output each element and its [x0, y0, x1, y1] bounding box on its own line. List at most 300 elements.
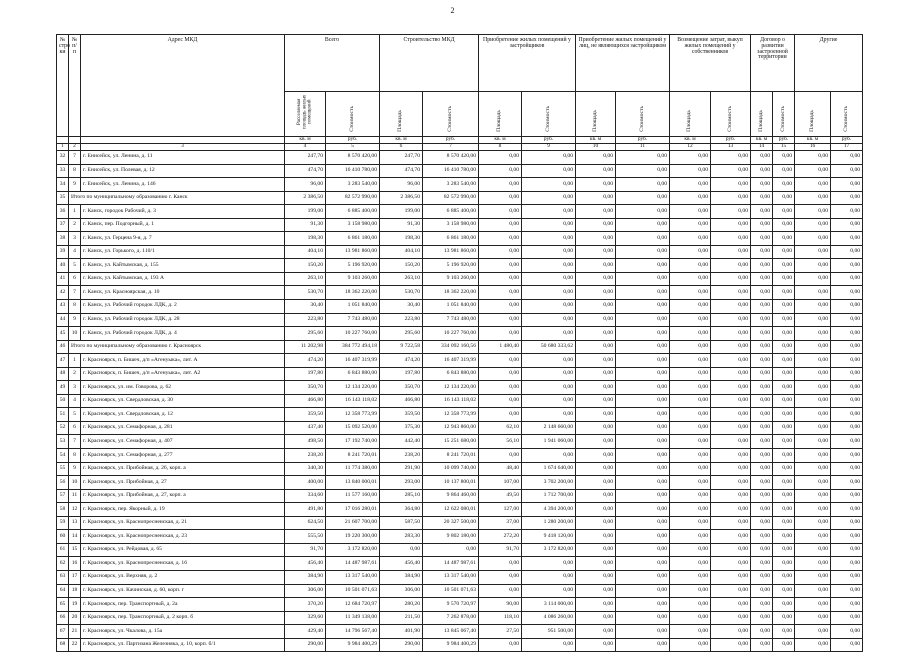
- cell-value: 0,00: [795, 354, 831, 368]
- cell-value: 0,00: [616, 462, 670, 476]
- cell-row-number: 59: [57, 516, 69, 530]
- cell-value: 0,00: [479, 570, 522, 584]
- cell-value: 0,00: [831, 530, 863, 544]
- cell-value: 3 172 820,00: [522, 543, 576, 557]
- cell-value: 0,00: [831, 218, 863, 232]
- cell-pp-number: 6: [69, 421, 81, 435]
- cell-value: 0,00: [670, 151, 711, 165]
- cell-value: 49,50: [479, 489, 522, 503]
- cell-value: 0,00: [751, 381, 773, 395]
- cell-value: 0,00: [831, 557, 863, 571]
- column-number: 12: [670, 144, 711, 151]
- cell-value: 0,00: [711, 557, 751, 571]
- cell-value: 0,00: [711, 503, 751, 517]
- cell-value: 0,00: [576, 340, 616, 354]
- cell-value: 0,00: [751, 354, 773, 368]
- cell-value: 0,00: [670, 489, 711, 503]
- cell-value: 0,00: [795, 381, 831, 395]
- cell-value: 0,00: [380, 543, 423, 557]
- cell-value: 0,00: [670, 570, 711, 584]
- cell-row-number: 38: [57, 232, 69, 246]
- cell-row-number: 55: [57, 462, 69, 476]
- cell-value: 0,00: [751, 191, 773, 205]
- cell-value: 0,00: [479, 584, 522, 598]
- cell-value: 340,30: [285, 462, 326, 476]
- cell-row-number: 39: [57, 245, 69, 259]
- cell-value: 0,00: [831, 272, 863, 286]
- cell-value: 0,00: [831, 516, 863, 530]
- table-row: [57, 245, 863, 259]
- cell-value: 199,00: [285, 205, 326, 219]
- cell-value: 0,00: [795, 530, 831, 544]
- cell-value: 0,00: [773, 178, 795, 192]
- cell-value: 0,00: [576, 164, 616, 178]
- cell-value: 0,00: [711, 367, 751, 381]
- cell-value: 0,00: [711, 394, 751, 408]
- table-row: [57, 435, 863, 449]
- cell-address: г. Красноярск, ул. Рейдовая, д. 65: [81, 543, 285, 557]
- cell-value: 290,00: [380, 638, 423, 652]
- cell-value: 0,00: [751, 421, 773, 435]
- cell-value: 16 410 780,00: [326, 164, 380, 178]
- header-area: Площадь: [591, 109, 598, 132]
- cell-row-number: 47: [57, 354, 69, 368]
- cell-value: 0,00: [616, 354, 670, 368]
- table-row: [57, 598, 863, 612]
- unit-rub: руб.: [326, 137, 380, 144]
- unit-area: кв. м: [670, 137, 711, 144]
- cell-row-number: 40: [57, 259, 69, 273]
- cell-value: 238,20: [380, 449, 423, 463]
- cell-value: 9 802 180,00: [423, 530, 479, 544]
- cell-value: 364,80: [380, 503, 423, 517]
- cell-value: 0,00: [616, 516, 670, 530]
- cell-value: 0,00: [670, 584, 711, 598]
- cell-pp-number: 3: [69, 381, 81, 395]
- cell-value: 530,70: [285, 286, 326, 300]
- cell-value: 0,00: [831, 340, 863, 354]
- cell-value: 1 051 840,00: [326, 300, 380, 314]
- cell-value: 0,00: [616, 503, 670, 517]
- cell-address: г. Красноярск, ул. Чкалова, д. 15а: [81, 625, 285, 639]
- cell-value: 11 577 160,00: [326, 489, 380, 503]
- cell-value: 198,30: [285, 232, 326, 246]
- cell-value: 0,00: [711, 272, 751, 286]
- table-row: [57, 449, 863, 463]
- cell-value: 0,00: [576, 327, 616, 341]
- cell-value: 359,50: [380, 408, 423, 422]
- cell-value: 0,00: [751, 164, 773, 178]
- cell-pp-number: 8: [69, 164, 81, 178]
- cell-pp-number: 4: [69, 394, 81, 408]
- cell-value: 9 984 400,29: [326, 638, 380, 652]
- cell-value: 0,00: [479, 205, 522, 219]
- cell-row-number: 43: [57, 300, 69, 314]
- cell-value: 6 861 180,00: [423, 232, 479, 246]
- cell-value: 280,20: [380, 598, 423, 612]
- table-row: [57, 570, 863, 584]
- cell-value: 0,00: [711, 313, 751, 327]
- cell-value: 0,00: [773, 462, 795, 476]
- cell-value: 0,00: [831, 462, 863, 476]
- cell-value: 0,00: [479, 178, 522, 192]
- cell-value: 0,00: [670, 272, 711, 286]
- cell-row-number: 66: [57, 611, 69, 625]
- cell-value: 0,00: [479, 191, 522, 205]
- cell-value: 13 317 540,00: [326, 570, 380, 584]
- cell-address: г. Красноярск, ул. Краснопресненская, д. 21: [81, 516, 285, 530]
- cell-address: г. Красноярск, ул. Краснопресненская, д. 16: [81, 557, 285, 571]
- cell-value: 0,00: [670, 191, 711, 205]
- cell-value: 0,00: [576, 516, 616, 530]
- cell-value: 0,00: [479, 232, 522, 246]
- cell-value: 0,00: [616, 435, 670, 449]
- cell-pp-number: 18: [69, 584, 81, 598]
- cell-value: 8 570 420,00: [423, 151, 479, 165]
- cell-value: 272,20: [479, 530, 522, 544]
- cell-value: 334 092 160,56: [423, 340, 479, 354]
- cell-value: 82 572 990,00: [423, 191, 479, 205]
- cell-value: 2 386,50: [380, 191, 423, 205]
- cell-address: г. Красноярск, ул. Свердловская, д. 12: [81, 408, 285, 422]
- table-row: [57, 381, 863, 395]
- cell-value: 0,00: [795, 584, 831, 598]
- cell-value: 6 843 880,00: [423, 367, 479, 381]
- cell-value: 0,00: [670, 164, 711, 178]
- cell-value: 0,00: [751, 408, 773, 422]
- cell-value: 474,20: [380, 354, 423, 368]
- cell-value: 0,00: [576, 449, 616, 463]
- cell-value: 0,00: [670, 503, 711, 517]
- cell-value: 0,00: [616, 232, 670, 246]
- cell-value: 30,40: [285, 300, 326, 314]
- column-number: 6: [380, 144, 423, 151]
- cell-value: 16 410 780,00: [423, 164, 479, 178]
- cell-value: 14 796 567,40: [326, 625, 380, 639]
- cell-value: 0,00: [773, 408, 795, 422]
- cell-address: г. Красноярск, ул. Свердловская, д. 30: [81, 394, 285, 408]
- table-row: [57, 611, 863, 625]
- cell-value: 0,00: [670, 205, 711, 219]
- cell-value: 0,00: [616, 313, 670, 327]
- cell-value: 150,20: [380, 259, 423, 273]
- header-address: Адрес МКД: [81, 35, 285, 137]
- cell-value: 0,00: [831, 367, 863, 381]
- cell-row-number: 49: [57, 381, 69, 395]
- cell-address: г. Красноярск, ул. Качинская, д. 60, корп. г: [81, 584, 285, 598]
- header-resettled-area: Расселяемая площадь жилых помещений: [297, 95, 313, 130]
- header-cost: Стоимость: [638, 105, 645, 132]
- cell-value: 0,00: [831, 435, 863, 449]
- cell-value: 0,00: [831, 449, 863, 463]
- cell-pp-number: 13: [69, 516, 81, 530]
- cell-value: 0,00: [522, 245, 576, 259]
- cell-value: 0,00: [576, 530, 616, 544]
- cell-value: 0,00: [795, 625, 831, 639]
- cell-address: г. Канск, ул. Рабочий городок ЛДК, д. 4: [81, 327, 285, 341]
- cell-value: 0,00: [751, 178, 773, 192]
- unit-rub: руб.: [711, 137, 751, 144]
- cell-value: 0,00: [522, 584, 576, 598]
- header-cost: Стоимость: [544, 105, 551, 132]
- cell-address: г. Канск, пер. Подгорный, д. 1: [81, 218, 285, 232]
- cell-value: 0,00: [773, 367, 795, 381]
- cell-value: 0,00: [795, 449, 831, 463]
- header-cost: Стоимость: [726, 105, 733, 132]
- cell-value: 0,00: [795, 327, 831, 341]
- cell-value: 0,00: [751, 449, 773, 463]
- cell-value: 0,00: [711, 232, 751, 246]
- cell-value: 0,00: [773, 259, 795, 273]
- cell-pp-number: 17: [69, 570, 81, 584]
- table-row: [57, 476, 863, 490]
- cell-value: 0,00: [795, 218, 831, 232]
- cell-value: 0,00: [479, 381, 522, 395]
- cell-value: 0,00: [795, 557, 831, 571]
- cell-value: 0,00: [711, 205, 751, 219]
- cell-value: 0,00: [711, 381, 751, 395]
- cell-value: 3 702 200,00: [522, 476, 576, 490]
- cell-value: 20 327 500,00: [423, 516, 479, 530]
- cell-value: 0,00: [773, 394, 795, 408]
- cell-value: 0,00: [479, 638, 522, 652]
- cell-value: 375,30: [380, 421, 423, 435]
- cell-value: 0,00: [616, 408, 670, 422]
- cell-value: 0,00: [773, 164, 795, 178]
- header-row-units: [57, 137, 863, 144]
- cell-value: 290,00: [285, 638, 326, 652]
- cell-value: 0,00: [773, 611, 795, 625]
- cell-pp-number: 4: [69, 245, 81, 259]
- cell-value: 0,00: [831, 354, 863, 368]
- header-development-contract: Договор о развитии застроенной территории: [751, 35, 795, 92]
- cell-value: 198,30: [380, 232, 423, 246]
- cell-value: 456,40: [285, 557, 326, 571]
- cell-value: 0,00: [616, 449, 670, 463]
- cell-value: 18 362 220,00: [423, 286, 479, 300]
- cell-address: г. Красноярск, п. Бишеч, д/п «Агенуыка», лит. А: [81, 354, 285, 368]
- cell-value: 9 984 400,29: [423, 638, 479, 652]
- cell-value: 0,00: [751, 394, 773, 408]
- cell-value: 0,00: [479, 286, 522, 300]
- cell-value: 466,80: [285, 394, 326, 408]
- header-area: Площадь: [397, 109, 404, 132]
- cell-value: 0,00: [576, 611, 616, 625]
- cell-pp-number: 20: [69, 611, 81, 625]
- cell-value: 0,00: [576, 408, 616, 422]
- cell-total-label: Итого по муниципальному образованию г. Канск: [69, 191, 285, 205]
- cell-value: 0,00: [576, 381, 616, 395]
- cell-value: 0,00: [751, 570, 773, 584]
- cell-value: 8 570 420,00: [326, 151, 380, 165]
- cell-value: 6 885 400,00: [423, 205, 479, 219]
- header-area: Площадь: [757, 109, 764, 132]
- cell-row-number: 56: [57, 476, 69, 490]
- header-row-column-numbers: [57, 144, 863, 151]
- cell-value: 30,40: [380, 300, 423, 314]
- cell-row-number: 45: [57, 327, 69, 341]
- cell-row-number: 32: [57, 151, 69, 165]
- cell-value: 404,10: [285, 245, 326, 259]
- cell-value: 1 674 640,00: [522, 462, 576, 476]
- cell-value: 3 158 980,00: [326, 218, 380, 232]
- table-row: [57, 205, 863, 219]
- cell-value: 0,00: [831, 570, 863, 584]
- cell-value: 5 196 920,00: [423, 259, 479, 273]
- cell-value: 0,00: [576, 259, 616, 273]
- cell-value: 91,30: [285, 218, 326, 232]
- cell-address: г. Канск, ул. Рабочий городок ЛДК, д. 28: [81, 313, 285, 327]
- cell-value: 0,00: [576, 272, 616, 286]
- cell-value: 0,00: [773, 503, 795, 517]
- cell-value: 0,00: [831, 286, 863, 300]
- cell-value: 0,00: [795, 503, 831, 517]
- cell-value: 0,00: [522, 272, 576, 286]
- table-row: [57, 300, 863, 314]
- cell-value: 0,00: [616, 367, 670, 381]
- cell-value: 17 192 740,00: [326, 435, 380, 449]
- header-cost: Стоимость: [779, 105, 786, 132]
- cell-address: г. Красноярск, ул. Прибойная, д. 27, корп. а: [81, 489, 285, 503]
- cell-pp-number: 19: [69, 598, 81, 612]
- cell-value: 442,40: [380, 435, 423, 449]
- cell-value: 0,00: [711, 638, 751, 652]
- cell-value: 0,00: [479, 259, 522, 273]
- cell-value: 82 572 990,00: [326, 191, 380, 205]
- cell-value: 0,00: [576, 232, 616, 246]
- cell-value: 0,00: [795, 598, 831, 612]
- cell-value: 0,00: [616, 394, 670, 408]
- table-row: [57, 584, 863, 598]
- resettlement-table: [56, 34, 863, 652]
- cell-value: 0,00: [616, 191, 670, 205]
- cell-value: 0,00: [751, 530, 773, 544]
- cell-value: 0,00: [576, 598, 616, 612]
- cell-value: 0,00: [751, 218, 773, 232]
- cell-value: 6 885 400,00: [326, 205, 380, 219]
- cell-pp-number: 8: [69, 449, 81, 463]
- cell-value: 0,00: [711, 421, 751, 435]
- cell-address: г. Канск, ул. Кайтымская, д. 155: [81, 259, 285, 273]
- cell-value: 0,00: [522, 638, 576, 652]
- cell-value: 8 241 720,01: [326, 449, 380, 463]
- cell-pp-number: 3: [69, 232, 81, 246]
- cell-value: 329,60: [285, 611, 326, 625]
- header-acquisition-developers: Приобретение жилых помещений у застройщиков: [479, 35, 576, 92]
- cell-value: 0,00: [711, 476, 751, 490]
- cell-value: 10 501 071,63: [326, 584, 380, 598]
- table-total-row: [57, 191, 863, 205]
- cell-value: 263,10: [380, 272, 423, 286]
- cell-value: 0,00: [831, 381, 863, 395]
- cell-address: г. Красноярск, ул. Партизана Железняка, д. 10, корп. б/1: [81, 638, 285, 652]
- cell-value: 0,00: [670, 245, 711, 259]
- cell-value: 0,00: [751, 327, 773, 341]
- cell-value: 306,00: [380, 584, 423, 598]
- cell-value: 0,00: [773, 421, 795, 435]
- cell-value: 3 283 540,00: [423, 178, 479, 192]
- cell-value: 0,00: [576, 557, 616, 571]
- cell-value: 0,00: [773, 516, 795, 530]
- cell-value: 12 622 080,01: [423, 503, 479, 517]
- table-row: [57, 557, 863, 571]
- table-row: [57, 503, 863, 517]
- cell-value: 1 480,40: [479, 340, 522, 354]
- cell-value: 0,00: [831, 191, 863, 205]
- cell-value: 0,00: [831, 503, 863, 517]
- cell-pp-number: 1: [69, 205, 81, 219]
- column-number: 9: [522, 144, 576, 151]
- cell-row-number: 33: [57, 164, 69, 178]
- cell-value: 0,00: [576, 151, 616, 165]
- column-number: 1: [57, 144, 69, 151]
- cell-value: 0,00: [670, 340, 711, 354]
- cell-value: 334,60: [285, 489, 326, 503]
- cell-row-number: 61: [57, 543, 69, 557]
- cell-value: 0,00: [670, 327, 711, 341]
- unit-rub: руб.: [522, 137, 576, 144]
- cell-value: 0,00: [670, 598, 711, 612]
- cell-pp-number: 11: [69, 489, 81, 503]
- cell-pp-number: 5: [69, 408, 81, 422]
- cell-value: 295,60: [380, 327, 423, 341]
- column-number: 17: [831, 144, 863, 151]
- cell-value: 530,70: [380, 286, 423, 300]
- cell-pp-number: 7: [69, 151, 81, 165]
- cell-address: г. Красноярск, ул. Семафорная, д. 277: [81, 449, 285, 463]
- cell-value: 197,80: [380, 367, 423, 381]
- cell-value: 0,00: [795, 408, 831, 422]
- cell-value: 0,00: [616, 286, 670, 300]
- cell-value: 0,00: [711, 530, 751, 544]
- cell-value: 283,30: [380, 530, 423, 544]
- cell-value: 400,00: [285, 476, 326, 490]
- cell-value: 0,00: [773, 381, 795, 395]
- cell-value: 474,70: [380, 164, 423, 178]
- cell-pp-number: 8: [69, 300, 81, 314]
- cell-value: 0,00: [616, 327, 670, 341]
- cell-value: 13 981 860,00: [326, 245, 380, 259]
- cell-value: 90,00: [479, 598, 522, 612]
- table-row: [57, 367, 863, 381]
- cell-value: 0,00: [670, 462, 711, 476]
- cell-value: 0,00: [773, 218, 795, 232]
- cell-value: 0,00: [773, 354, 795, 368]
- cell-value: 0,00: [576, 462, 616, 476]
- cell-value: 0,00: [616, 598, 670, 612]
- cell-value: 0,00: [670, 394, 711, 408]
- cell-value: 15 251 680,00: [423, 435, 479, 449]
- cell-value: 0,00: [773, 205, 795, 219]
- cell-value: 0,00: [751, 151, 773, 165]
- cell-value: 10 501 071,63: [423, 584, 479, 598]
- cell-value: 0,00: [751, 503, 773, 517]
- header-cost: Стоимость: [446, 105, 453, 132]
- cell-value: 0,00: [773, 340, 795, 354]
- cell-value: 247,70: [380, 151, 423, 165]
- table-row: [57, 313, 863, 327]
- cell-value: 13 840 000,01: [326, 476, 380, 490]
- cell-value: 0,00: [522, 367, 576, 381]
- cell-value: 0,00: [751, 543, 773, 557]
- header-compensation: Возмещение затрат, выкуп жилых помещений у собственников: [670, 35, 751, 92]
- cell-value: 0,00: [576, 435, 616, 449]
- cell-value: 0,00: [616, 164, 670, 178]
- cell-value: 15 092 520,00: [326, 421, 380, 435]
- cell-value: 0,00: [751, 232, 773, 246]
- cell-value: 0,00: [831, 232, 863, 246]
- cell-value: 0,00: [670, 638, 711, 652]
